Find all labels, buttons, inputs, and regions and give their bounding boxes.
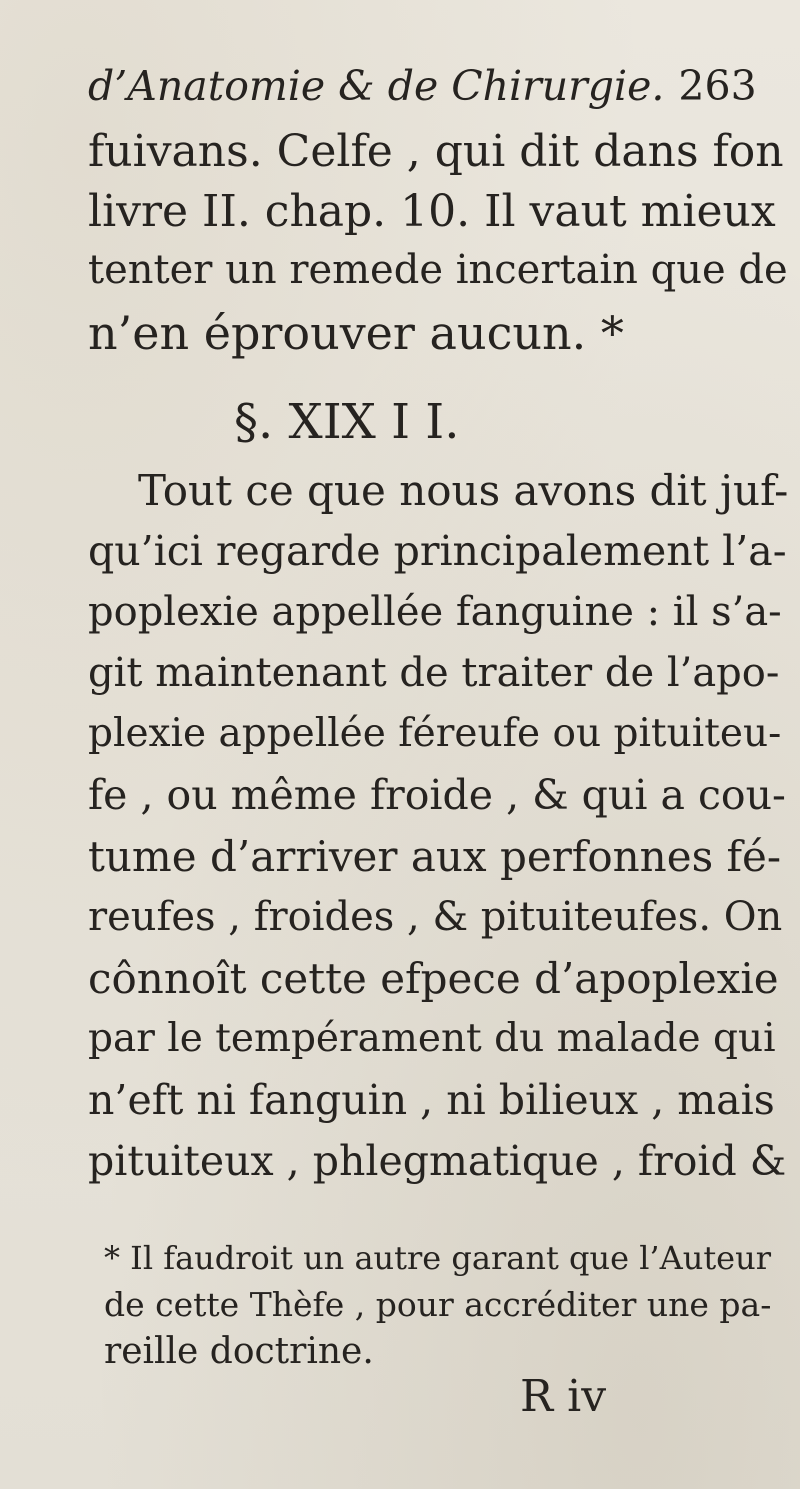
running-header (88, 62, 757, 110)
footnote-line-1: * Il faudroit un autre garant que l’Auteur (104, 1239, 772, 1277)
signature-mark: R iv (520, 1371, 607, 1422)
text-line-16: pituiteux , phlegmatique , froid & (88, 1137, 787, 1185)
text-line-2: livre II. chap. 10. Il vaut mieux (88, 186, 776, 237)
text-line-7: poplexie appellée fanguine : il s’a- (88, 589, 782, 635)
text-line-15: n’eft ni fanguin , ni bilieux , mais (88, 1076, 775, 1124)
page-number: 263 (678, 62, 757, 110)
text-line-6: qu’ici regarde principalement l’a- (88, 527, 787, 575)
footnote-line-2: de cette Thèfe , pour accréditer une pa- (104, 1285, 772, 1324)
text-line-3: tenter un remede incertain que de (88, 247, 788, 293)
section-heading: §. XIX I I. (234, 394, 460, 450)
header-title: d’Anatomie & de Chirurgie. (88, 62, 665, 110)
text-line-14: par le tempérament du malade qui (88, 1016, 776, 1061)
text-line-4: n’en éprouver aucun. * (88, 306, 624, 360)
text-line-13: cônnoît cette efpece d’apoplexie (88, 954, 779, 1003)
text-line-1: fuivans. Celfe , qui dit dans fon (88, 126, 784, 177)
text-line-11: tume d’arriver aux perfonnes fé- (88, 832, 782, 881)
text-line-9: plexie appellée féreufe ou pituiteu- (88, 711, 782, 756)
text-line-8: git maintenant de traiter de l’apo- (88, 650, 780, 696)
text-line-10: fe , ou même froide , & qui a cou- (88, 771, 786, 819)
footnote-line-3: reille doctrine. (104, 1331, 374, 1372)
text-line-5: Tout ce que nous avons dit juf- (138, 466, 789, 515)
text-line-12: reufes , froides , & pituiteufes. On (88, 894, 783, 940)
